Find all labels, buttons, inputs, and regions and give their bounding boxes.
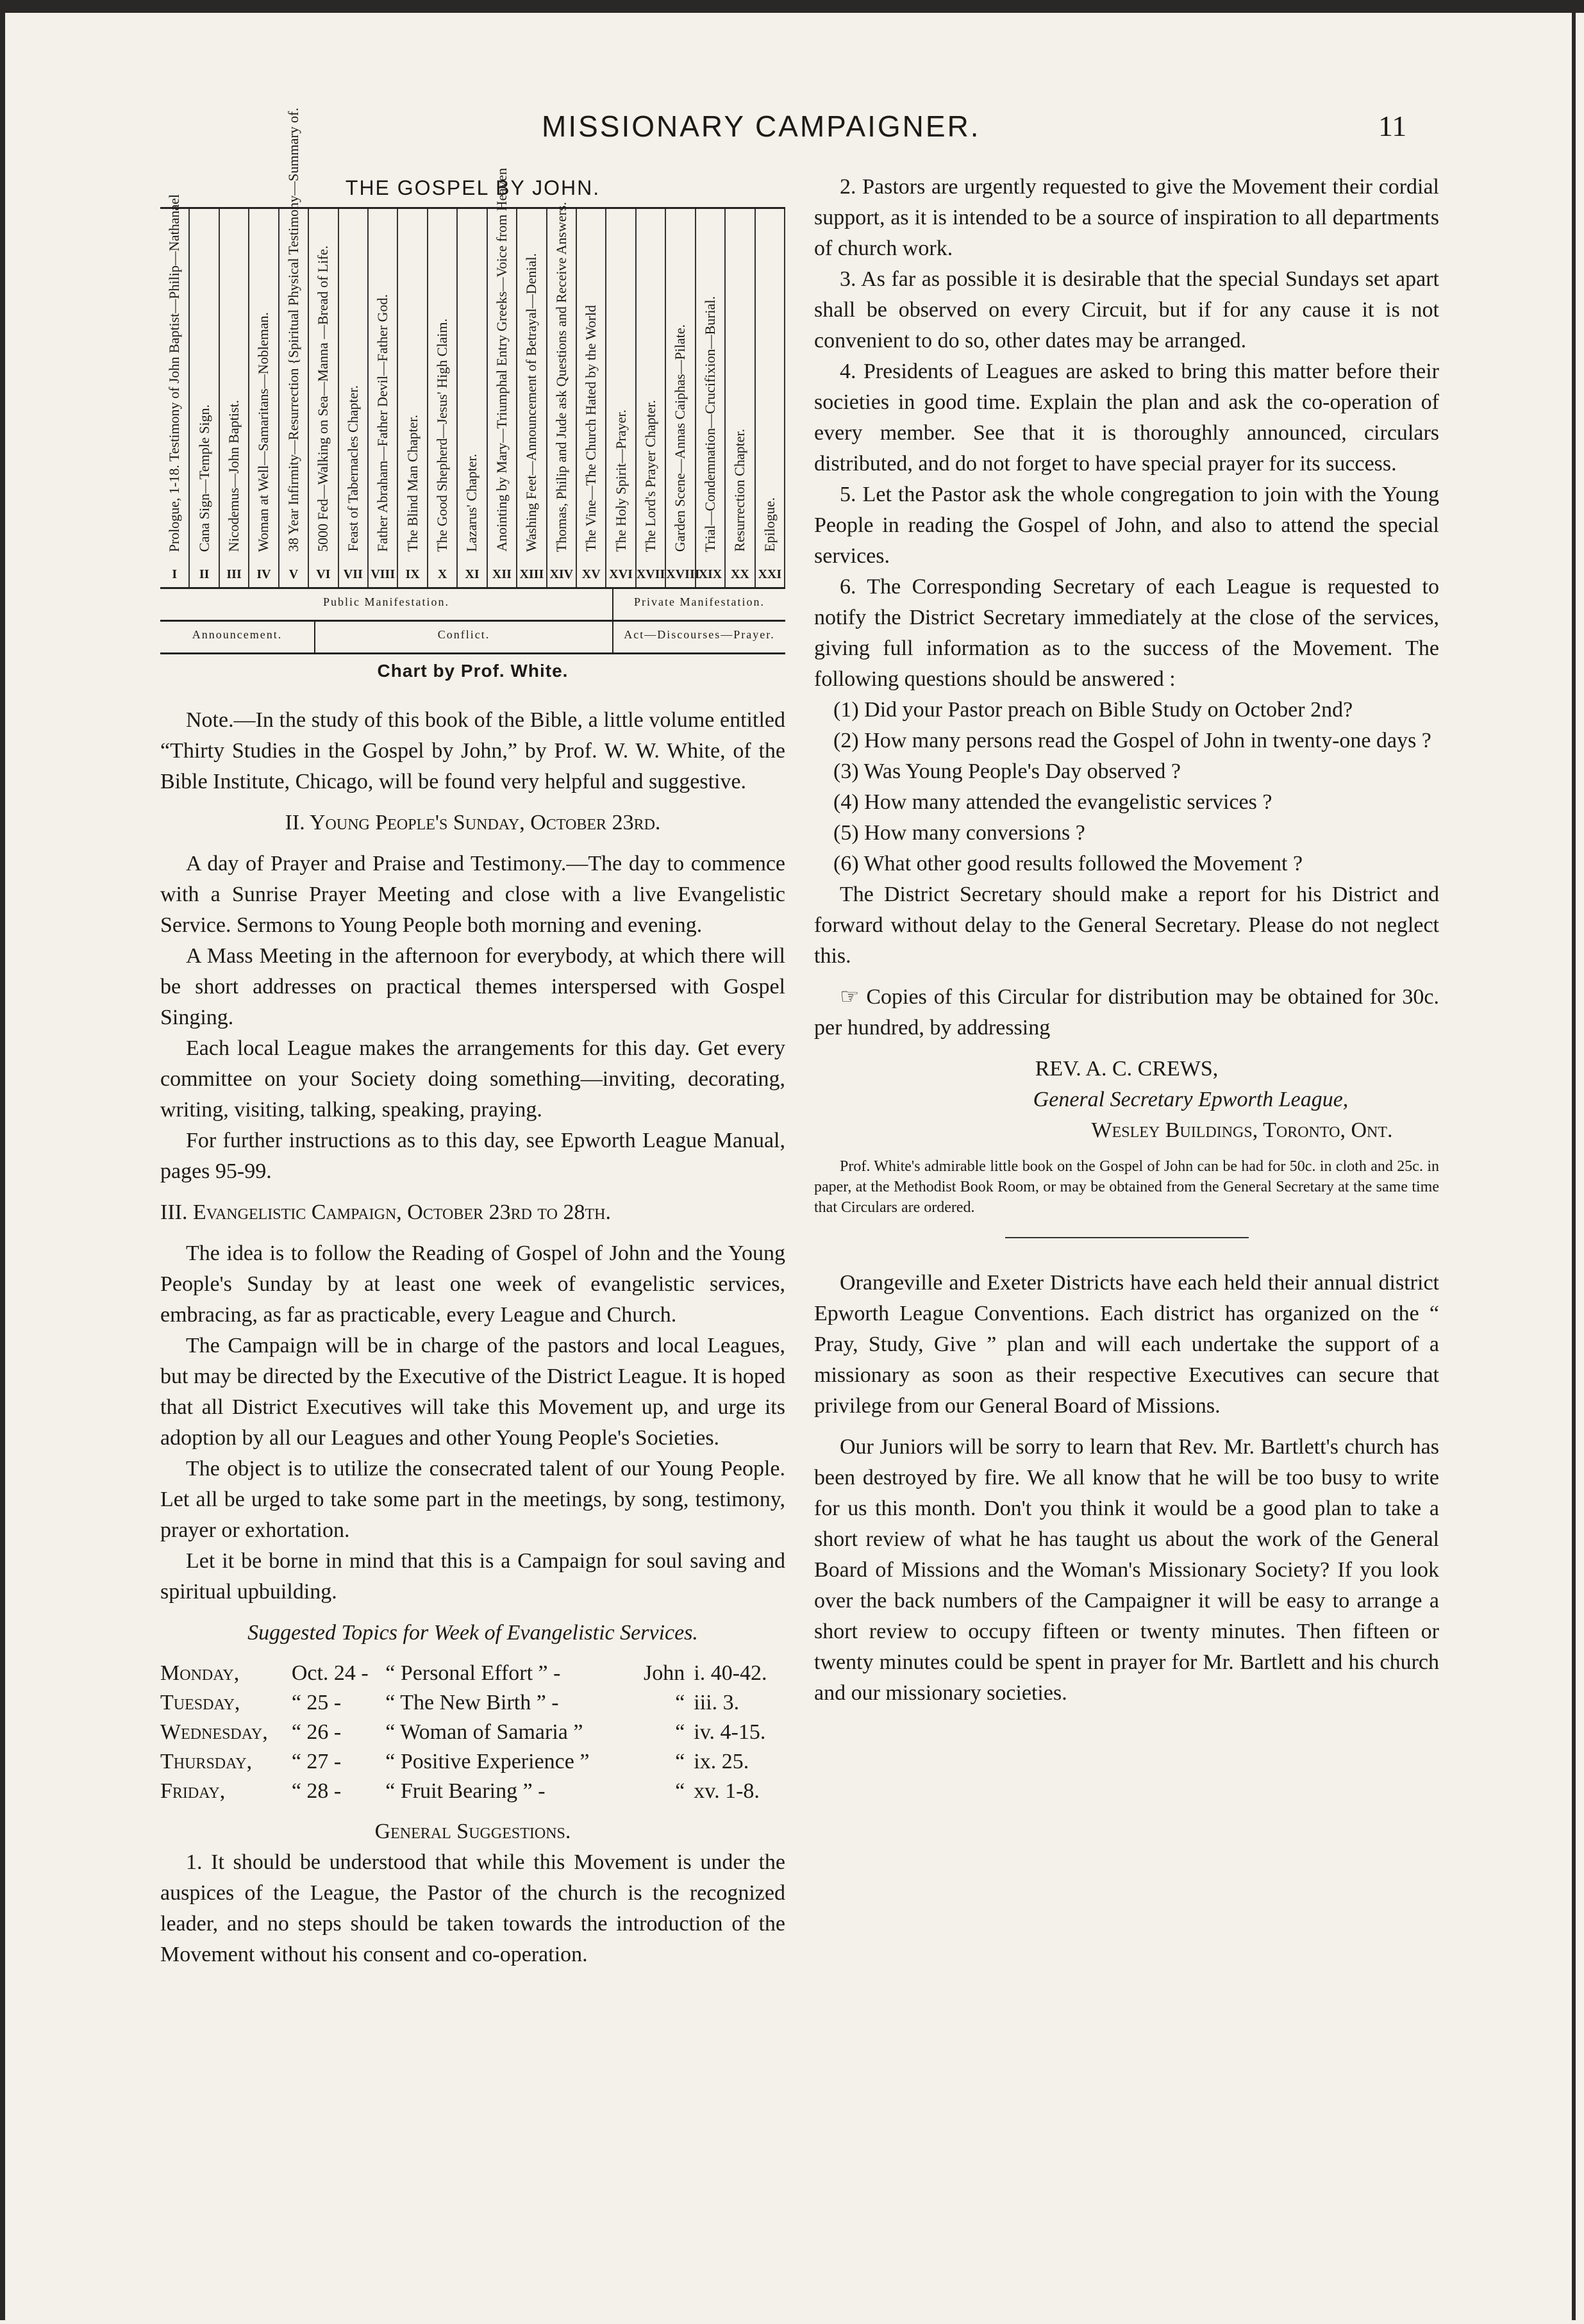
page-right-edge: [1572, 13, 1576, 2320]
paragraph: A Mass Meeting in the afternoon for everybody, at which there will be short addresses on practical themes interspersed with Gospel Singing.: [160, 944, 785, 1029]
chart-column-label: The Blind Man Chapter.: [404, 415, 421, 552]
chart-chapter-number: X: [437, 567, 447, 581]
question-item: (4) How many attended the evangelistic services ?: [833, 790, 1272, 814]
chart-column-label: Cana Sign—Temple Sign.: [196, 404, 212, 552]
chart-column: [339, 209, 369, 587]
chart-column-text: [554, 202, 569, 552]
topic-day: Friday,: [160, 1779, 226, 1803]
chart-label-public: Public Manifestation.: [323, 595, 449, 608]
chart-label-act: Act—Discourses—Prayer.: [624, 628, 775, 641]
chart-chapter-number: IX: [405, 567, 420, 581]
chart-column-text: [583, 305, 599, 552]
topic-row: [160, 1659, 785, 1688]
chart-column-label: Thomas, Philip and Jude ask Questions and Receive Answers.: [553, 201, 569, 552]
suggestion-1: 1. It should be understood that while this Movement is under the auspices of the League, the Pastor of the church is the recognized leader, and no steps should be taken towards the introduction of the Movement without his consent and co-operation.: [160, 1850, 785, 1966]
question-item: (2) How many persons read the Gospel of John in twenty-one days ?: [833, 729, 1431, 752]
topic-ref: i. 40-42.: [694, 1661, 767, 1685]
chart-column-text: [524, 253, 539, 552]
topic-book: “: [675, 1750, 685, 1773]
chart-column-label: The Holy Spirit—Prayer.: [612, 410, 629, 552]
topic-ref: iv. 4-15.: [694, 1720, 766, 1744]
chart-column-text: [613, 410, 629, 552]
topic-row: [160, 1777, 785, 1806]
chart-column: [726, 209, 755, 587]
chart-column-text: [732, 429, 747, 552]
topic-book: “: [675, 1779, 685, 1803]
topic-topic: “ Fruit Bearing ” -: [385, 1779, 546, 1803]
left-column: [160, 705, 785, 1970]
chart-column: [547, 201, 577, 587]
chart-label-conflict: Conflict.: [437, 628, 490, 641]
chart-chapter-number: XXI: [758, 567, 782, 581]
chart-title: THE GOSPEL BY JOHN.: [345, 176, 601, 199]
signature-name: REV. A. C. CREWS,: [1035, 1057, 1219, 1081]
topic-topic: “ Positive Experience ”: [385, 1750, 590, 1773]
chart-column-label: Feast of Tabernacles Chapter.: [344, 385, 361, 552]
topics-table: [160, 1659, 785, 1806]
chart-chapter-number: VIII: [371, 567, 396, 581]
paragraph: The Campaign will be in charge of the pastors and local Leagues, but may be directed by the Executive of the District League. It is hoped that all District Executives will take this Movement up, and urge its adoption by all our Leagues and other Young People's Societies.: [160, 1334, 785, 1450]
topic-row: [160, 1718, 785, 1747]
questions-list: [814, 695, 1439, 879]
topic-date: “ 25 -: [291, 1691, 342, 1714]
topic-row: [160, 1688, 785, 1718]
section-heading-evangelistic-campaign: III. Evangelistic Campaign, October 23rd to 28th.: [160, 1200, 611, 1224]
paragraph: The idea is to follow the Reading of Gospel of John and the Young People's Sunday by at least one week of evangelistic services, embracing, as far as practicable, every League and Church.: [160, 1241, 785, 1327]
chart-row-phases: [160, 622, 785, 654]
chart-column-label: Woman at Well—Samaritans—Nobleman.: [255, 311, 272, 552]
topic-day: Monday,: [160, 1661, 240, 1685]
chart-caption: Chart by Prof. White.: [377, 661, 569, 681]
topic-date: Oct. 24 -: [291, 1661, 369, 1685]
copies-paragraph: ☞ Copies of this Circular for distribution may be obtained for 30c. per hundred, by addressing: [814, 985, 1439, 1040]
chart-column-text: [672, 324, 688, 552]
chart-chapter-number: XV: [581, 567, 601, 581]
chart-column-label: Father Abraham—Father Devil—Father God.: [374, 294, 391, 552]
paragraph: For further instructions as to this day, see Epworth League Manual, pages 95-99.: [160, 1129, 785, 1183]
signature-address: Wesley Buildings, Toronto, Ont.: [1091, 1118, 1393, 1142]
chart-chapter-number: XIII: [519, 567, 544, 581]
topic-ref: xv. 1-8.: [694, 1779, 760, 1803]
chart-chapter-number: XVI: [609, 567, 633, 581]
question-item: (6) What other good results followed the Movement ?: [833, 852, 1303, 876]
chart-column-label: Lazarus' Chapter.: [463, 453, 480, 552]
news-orangeville: Orangeville and Exeter Districts have each held their annual district Epworth League Conventions. Each district has organized on the “ Pray, Study, Give ” plan and will each undertake the support of a missionary as soon as their respective Executives can secure that privilege from our General Board of Missions.: [814, 1271, 1439, 1418]
topic-topic: “ The New Birth ” -: [385, 1691, 559, 1714]
topics-title: Suggested Topics for Week of Evangelistic Services.: [247, 1621, 698, 1645]
section-heading-young-peoples-sunday: II. Young People's Sunday, October 23rd.: [285, 811, 661, 834]
chart-column: [220, 209, 249, 587]
page-left-edge: [0, 13, 5, 2320]
chart-column-text: [167, 194, 182, 552]
chart-column: [160, 194, 190, 587]
divider-rule: [1005, 1237, 1249, 1238]
chart-chapter-number: III: [226, 567, 242, 581]
topic-topic: “ Woman of Samaria ”: [385, 1720, 583, 1744]
chart-column-text: [405, 415, 421, 552]
chart-column-label: The Good Shepherd—Jesus' High Claim.: [434, 319, 451, 552]
chart-column-text: [494, 168, 510, 552]
page-top-edge: [0, 0, 1584, 13]
chart-column: [398, 209, 428, 587]
question-item: (1) Did your Pastor preach on Bible Study on October 2nd?: [833, 698, 1353, 722]
chart-column-label: Prologue, 1-18. Testimony of John Baptist—Philip—Nathanael: [166, 194, 183, 552]
suggestion-4: 4. Presidents of Leagues are asked to bring this matter before their societies in good time. Explain the plan and ask the co-operation of every member. See that it is thoroughly announced, circulars distributed, and do not forget to have special prayer for its success.: [814, 360, 1439, 476]
chart-column-label: The Lord's Prayer Chapter.: [642, 399, 659, 552]
chart-column-label: Washing Feet—Announcement of Betrayal—Denial.: [523, 253, 540, 552]
paragraph: Let it be borne in mind that this is a Campaign for soul saving and spiritual upbuilding.: [160, 1549, 785, 1604]
chart-chapter-number: IV: [256, 567, 271, 581]
signature-title: General Secretary Epworth League,: [1033, 1088, 1349, 1111]
chart-chapter-number: VII: [343, 567, 363, 581]
chart-column: [606, 209, 636, 587]
chart-chapter-number: V: [288, 567, 299, 581]
book-note: Prof. White's admirable little book on the Gospel of John can be had for 50c. in cloth and 25c. in paper, at the Methodist Book Room, or may be obtained from the General Secretary at the same time that Circulars are ordered.: [814, 1158, 1439, 1216]
suggestion-6: 6. The Corresponding Secretary of each League is requested to notify the District Secretary immediately at the close of the services, giving full information as to the success of the Movement. The following questions should be answered :: [814, 575, 1439, 691]
chart-column: [488, 168, 517, 587]
topic-row: [160, 1747, 785, 1777]
chart-column-label: 5000 Fed—Walking on Sea—Manna —Bread of Life.: [315, 245, 331, 552]
chart-column-text: [762, 497, 778, 552]
chart-column-text: [375, 294, 390, 552]
chart-chapter-number: XII: [492, 567, 512, 581]
chart-column-label: Anointing by Mary—Triumphal Entry Greeks—Voice from Heaven: [493, 168, 510, 552]
running-header: [0, 109, 1584, 147]
chart-column: [458, 209, 487, 587]
paragraph: A day of Prayer and Praise and Testimony.—The day to commence with a Sunrise Prayer Meeting and close with a live Evangelistic Service. Sermons to Young People both morning and evening.: [160, 852, 785, 937]
chart-label-private: Private Manifestation.: [634, 595, 765, 608]
chart-column-label: Epilogue.: [761, 497, 778, 552]
paragraph: The object is to utilize the consecrated talent of our Young People. Let all be urged to take some part in the meetings, by song, testimony, prayer or exhortation.: [160, 1457, 785, 1542]
chart-chapter-number: II: [199, 567, 210, 581]
suggestion-5: 5. Let the Pastor ask the whole congregation to join with the Young People in reading the Gospel of John, and also to attend the special services.: [814, 483, 1439, 568]
running-title: MISSIONARY CAMPAIGNER.: [542, 110, 981, 143]
chart-column: [279, 108, 309, 587]
topic-book: “: [675, 1691, 685, 1714]
chart-column: [666, 209, 700, 587]
chart-row-manifestation: [160, 589, 785, 622]
topic-day: Thursday,: [160, 1750, 253, 1773]
chart-column-text: [464, 454, 479, 552]
news-juniors: Our Juniors will be sorry to learn that Rev. Mr. Bartlett's church has been destroyed by fire. We all know that he will be too busy to write for us this month. Don't you think it would be a good plan to take a short review of what he has taught us about the work of the General Board of Missions and the Woman's Missionary Society? If you look over the back numbers of the Campaigner it will be easy to arrange a short review to occupy fifteen or twenty minutes. Then fifteen or twenty minutes could be spent in prayer for Mr. Bartlett and his church and our missionary societies.: [814, 1435, 1439, 1705]
chart-chapter-number: XVIII: [666, 567, 700, 581]
chart-column: [369, 209, 398, 587]
chart-column-label: Nicodemus—John Baptist.: [226, 399, 242, 552]
page-number: 11: [1378, 110, 1407, 142]
general-suggestions-heading: General Suggestions.: [374, 1820, 571, 1843]
chart-column: [190, 209, 219, 587]
right-column: [814, 172, 1439, 1709]
chart-chapter-number: XX: [730, 567, 749, 581]
report-paragraph: The District Secretary should make a report for his District and forward without delay to the General Secretary. Please do not neglect this.: [814, 883, 1439, 968]
note-paragraph: Note.—In the study of this book of the Bible, a little volume entitled “Thirty Studies in the Gospel by John,” by Prof. W. W. White, of the Bible Institute, Chicago, will be found very helpful and suggestive.: [160, 708, 785, 793]
question-item: (5) How many conversions ?: [833, 821, 1085, 845]
topic-book: John: [644, 1661, 685, 1685]
chart-chapter-number: XIV: [549, 567, 574, 581]
chart-column-text: [435, 319, 450, 552]
chart-column-label: Garden Scene—Annas Caiphas—Pilate.: [672, 324, 688, 552]
chart-column: [517, 209, 547, 587]
chart-column-label: Resurrection Chapter.: [731, 429, 748, 552]
chart-column-text: [703, 296, 718, 552]
chart-column: [428, 209, 458, 587]
chart-chapter-number: XVII: [636, 567, 665, 581]
chart-column-text: [315, 245, 331, 552]
chart-column-text: [256, 312, 271, 552]
chart-column-label: The Vine—The Church Hated by the World: [583, 305, 599, 552]
topic-date: “ 28 -: [291, 1779, 342, 1803]
topic-date: “ 27 -: [291, 1750, 342, 1773]
chart-chapter-number: XIX: [698, 567, 722, 581]
chart-column-text: [286, 108, 301, 552]
chart-column: [696, 209, 726, 587]
chart-chapter-number: VI: [316, 567, 331, 581]
topic-day: Tuesday,: [160, 1691, 240, 1714]
topic-ref: ix. 25.: [694, 1750, 749, 1773]
chart-column: [309, 209, 338, 587]
chart-column-text: [197, 404, 212, 552]
chart-column: [637, 209, 666, 587]
paragraph: Each local League makes the arrangements for this day. Get every committee on your Society doing something—inviting, decorating, writing, visiting, talking, speaking, praying.: [160, 1036, 785, 1122]
chart-column-label: 38 Year Infirmity—Resurrection {Spiritual Physical Testimony—Summary of.: [285, 108, 301, 552]
chart-column-label: Trial—Condemnation—Crucifixion—Burial.: [701, 295, 718, 552]
chart-column: [756, 209, 785, 587]
chart-column-text: [346, 385, 361, 552]
topic-ref: iii. 3.: [694, 1691, 740, 1714]
topic-date: “ 26 -: [291, 1720, 342, 1744]
chart-column: [249, 209, 279, 587]
chart-chapter-number: XI: [465, 567, 479, 581]
chart-column-text: [643, 400, 658, 552]
suggestion-3: 3. As far as possible it is desirable that the special Sundays set apart shall be observed on every Circuit, but if for any cause it is not convenient to do so, other dates may be arranged.: [814, 267, 1439, 353]
chart-column-text: [226, 400, 242, 552]
chart-column: [577, 209, 606, 587]
topic-book: “: [675, 1720, 685, 1744]
topic-topic: “ Personal Effort ” -: [385, 1661, 561, 1685]
question-item: (3) Was Young People's Day observed ?: [833, 759, 1181, 783]
topic-day: Wednesday,: [160, 1720, 268, 1744]
suggestion-2: 2. Pastors are urgently requested to give the Movement their cordial support, as it is intended to be a source of inspiration to all departments of church work.: [814, 175, 1439, 260]
chart-chapter-number: I: [172, 567, 178, 581]
chart-label-announcement: Announcement.: [192, 628, 283, 641]
